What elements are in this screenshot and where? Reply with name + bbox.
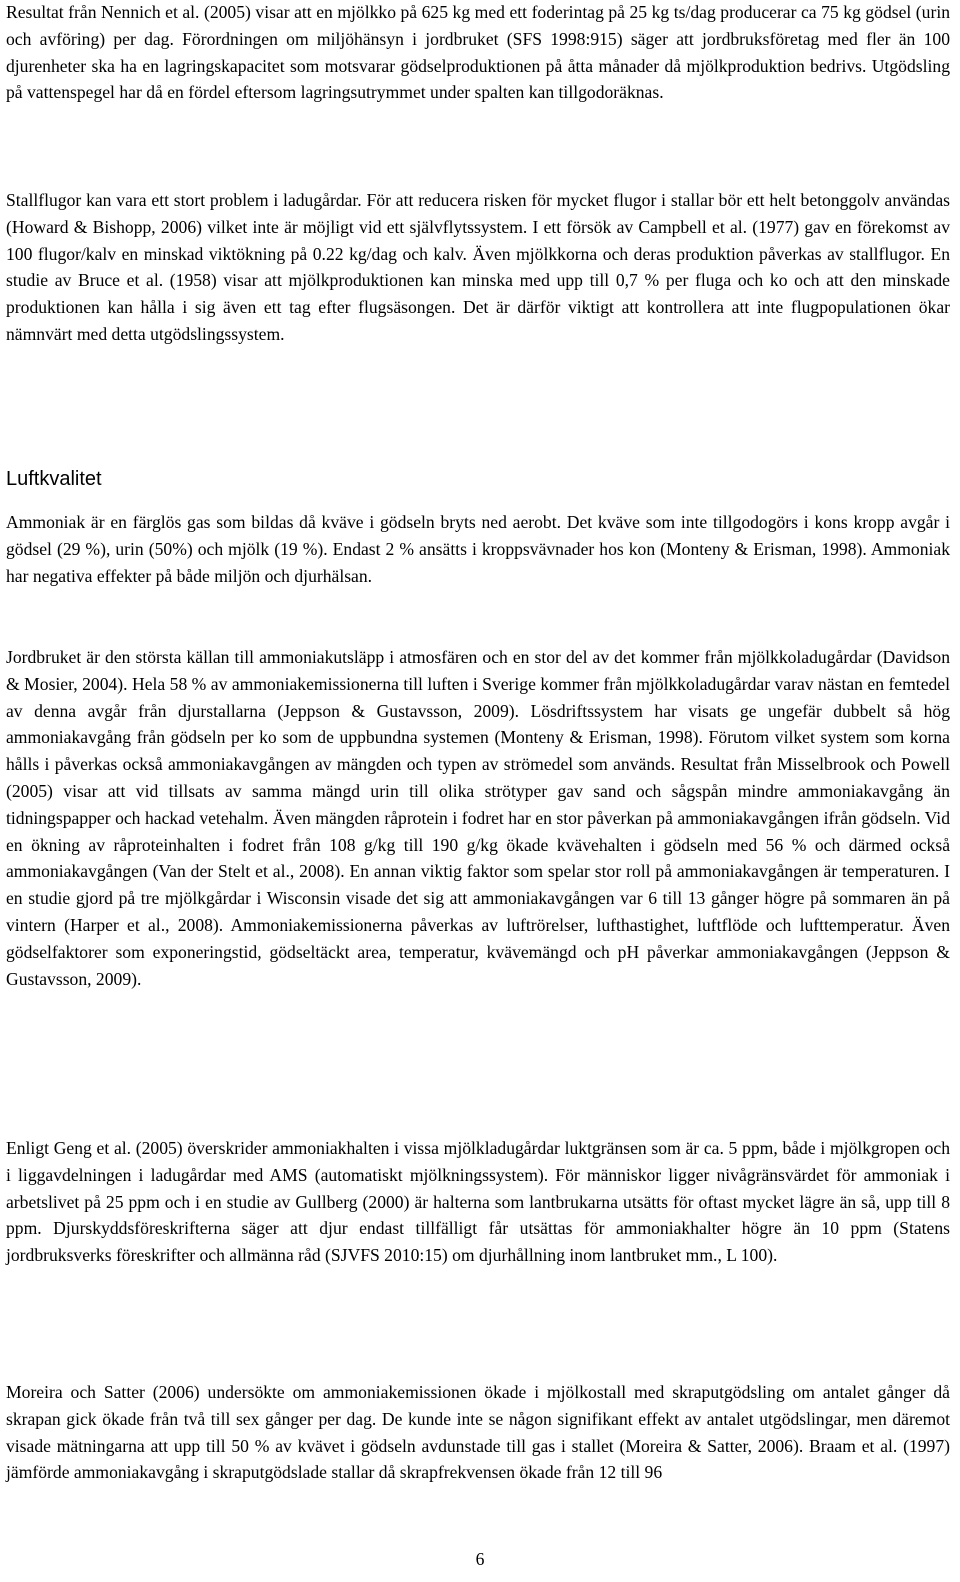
paragraph-manure-storage: Resultat från Nennich et al. (2005) visar att en mjölkko på 625 kg med ett foderintag på 25 kg ts/dag producerar ca 75 kg gödsel (urin och avföring) per dag. Förordningen om miljöhänsyn i jordbruket (SFS 1998:915) säger att jordbruksföretag med fler än 100 djurenheter ska ha en lagringskapacitet som motsvarar gödselproduktionen på åtta månader då mjölkproduktion bedrivs. Utgödsling på vattenspegel har då en fördel eftersom lagringsutrymmet under spalten kan tillgodoräknas. xyxy=(6,2,950,103)
section-heading-air-quality: Luftkvalitet xyxy=(6,468,102,490)
paragraph-ammonia-definition: Ammoniak är en färglös gas som bildas då kväve i gödseln bryts ned aerobt. Det kväve som inte tillgodogörs i kons kropp avgår i gödsel (29 %), urin (50%) och mjölk (19 %). Endast 2 % ansätts i kroppsvävnader hos kon (Monteny & Erisman, 1998). Ammoniak har negativa effekter på både miljön och djurhälsan. xyxy=(6,512,950,586)
page-number: 6 xyxy=(475,1549,485,1569)
paragraph-ammonia-emissions: Jordbruket är den största källan till ammoniakutsläpp i atmosfären och en stor del av det kommer från mjölkkoladugårdar (Davidson & Mosier, 2004). Hela 58 % av ammoniakemissionerna till luften i Sverige kommer från mjölkkoladugårdar varav nästan en femtedel av denna avgår från djurstallarna (Jeppson & Gustavsson, 2009). Lösdriftssystem har visats ge ungefär dubbelt så hög ammoniakavgång från gödseln per ko som de uppbundna systemen (Monteny & Erisman, 1998). Förutom vilket system som korna hålls i påverkas också ammoniakavgången av mängden och typen av strömedel som används. Resultat från Misselbrook och Powell (2005) visar att vid tillsats av samma mängd urin till olika strötyper gav sand och sågspån mindre ammoniakavgång än tidningspapper och hackad vetehalm. Även mängden råprotein i fodret har en stor påverkan på ammoniakavgången ifrån gödseln. Vid en ökning av råproteinhalten i fodret från 108 g/kg till 190 g/kg ökade kvävehalten i gödseln med 56 % och därmed också ammoniakavgången (Van der Stelt et al., 2008). En annan viktig faktor som spelar stor roll på ammoniakavgången är temperaturen. I en studie gjord på tre mjölkgårdar i Wisconsin visade det sig att ammoniakavgången var 6 till 13 gånger högre på sommaren än på vintern (Harper et al., 2008). Ammoniakemissionerna påverkas av luftrörelser, lufthastighet, luftflöde och lufttemperatur. Även gödselfaktorer som exponeringstid, gödseltäckt area, temperatur, kvävemängd och pH påverkar ammoniakavgången (Jeppson & Gustavsson, 2009). xyxy=(6,647,950,989)
paragraph-ammonia-limits: Enligt Geng et al. (2005) överskrider ammoniakhalten i vissa mjölkladugårdar luktgränsen som är ca. 5 ppm, både i mjölkgropen och i liggavdelningen i ladugårdar med AMS (automatiskt mjölkningssystem). För människor ligger nivågränsvärdet för ammoniak i arbetslivet på 25 ppm och i en studie av Gullberg (2000) är halterna som lantbrukarna utsätts för oftast mycket lägre än så, upp till 8 ppm. Djurskyddsföreskrifterna säger att djur endast tillfälligt får utsättas för ammoniakhalter högre än 10 ppm (Statens jordbruksverks föreskrifter och allmänna råd (SJVFS 2010:15) om djurhållning inom lantbruket mm., L 100). xyxy=(6,1138,950,1266)
paragraph-stable-flies: Stallflugor kan vara ett stort problem i ladugårdar. För att reducera risken för mycket flugor i stallar bör ett helt betonggolv användas (Howard & Bishopp, 2006) vilket inte är möjligt vid ett självflytssystem. I ett försök av Campbell et al. (1977) gav en förekomst av 100 flugor/kalv en minskad viktökning på 0.22 kg/dag och kalv. Även mjölkkorna och deras produktion påverkas av stallflugor. En studie av Bruce et al. (1958) visar att mjölkproduktionen kan minska med upp till 0,7 % per fluga och ko och att den minskade produktionen kan hålla i sig även ett tag efter flugsäsongen. Det är därför viktigt att kontrollera att inte flugpopulationen ökar nämnvärt med detta utgödslingssystem. xyxy=(6,190,950,344)
paragraph-scraper-study: Moreira och Satter (2006) undersökte om ammoniakemissionen ökade i mjölkostall med skraputgödsling om antalet gånger då skrapan gick ökade från två till sex gånger per dag. De kunde inte se någon signifikant effekt av antalet utgödslingar, men däremot visade mätningarna att upp till 50 % av kvävet i gödseln avdunstade till gas i stallet (Moreira & Satter, 2006). Braam et al. (1997) jämförde ammoniakavgång i skraputgödslade stallar då skrapfrekvensen ökade från 12 till 96 xyxy=(6,1382,950,1483)
